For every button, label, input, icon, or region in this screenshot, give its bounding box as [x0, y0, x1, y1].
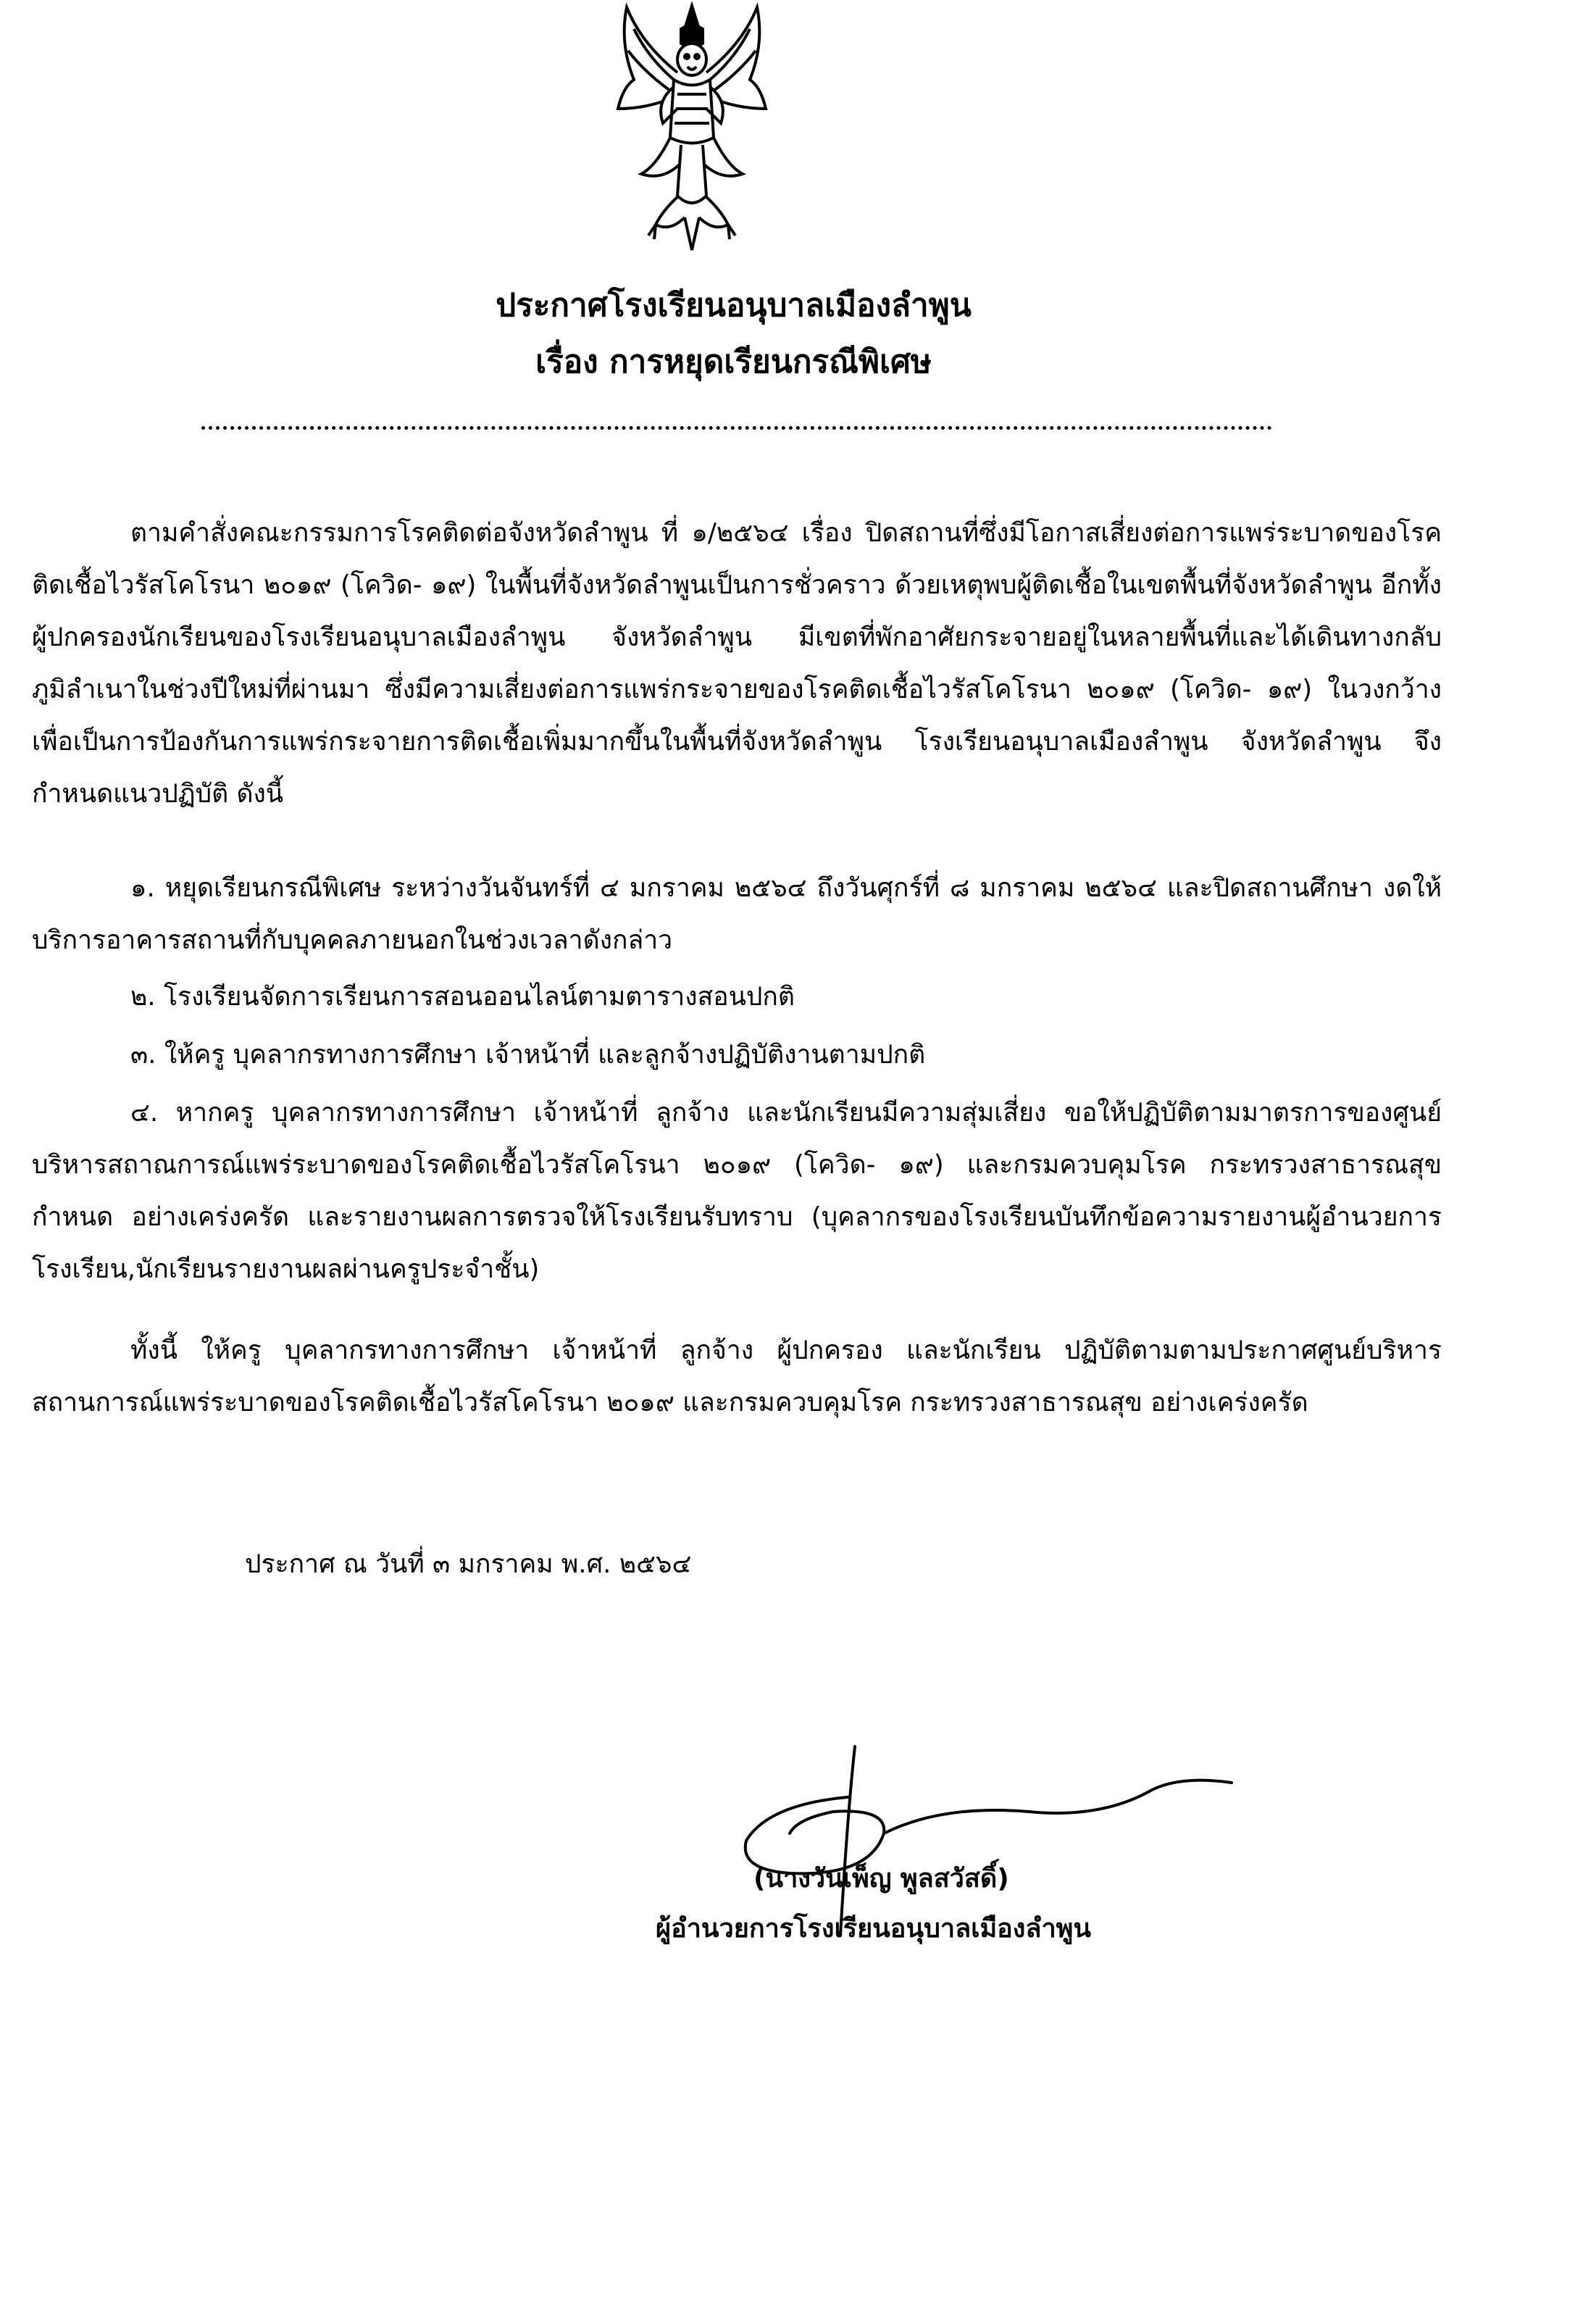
- list-item-1: ๑. หยุดเรียนกรณีพิเศษ ระหว่างวันจันทร์ที่ ๔ มกราคม ๒๕๖๔ ถึงวันศุกร์ที่ ๘ มกราคม ๒๕๖๔ และปิดสถานศึกษา งดให้บริการอาคารสถานที่กับบุคคลภายนอกในช่วงเวลาดังกล่าว: [32, 873, 1442, 955]
- garuda-emblem-icon: [612, 0, 772, 261]
- list-item-4: ๔. หากครู บุคลากรทางการศึกษา เจ้าหน้าที่ ลูกจ้าง และนักเรียนมีความสุ่มเสี่ยง ขอให้ปฏิบัติตามมาตรการของศูนย์บริหารสถาณการณ์แพร่ระบาดของโรคติดเชื้อไวรัสโคโรนา ๒๐๑๙ (โควิด- ๑๙) และกรมควบคุมโรค กระทรวงสาธารณสุข กำหนด อย่างเคร่งครัด และรายงานผลการตรวจให้โรงเรียนรับทราบ (บุคลากรของโรงเรียนบันทึกข้อความรายงานผู้อำนวยการโรงเรียน,นักเรียนรายงานผลผ่านครูประจำชั้น): [32, 1098, 1442, 1284]
- list-item-3: ๓. ให้ครู บุคลากรทางการศึกษา เจ้าหน้าที่ และลูกจ้างปฏิบัติงานตามปกติ: [130, 1040, 926, 1070]
- list-item-2: ๒. โรงเรียนจัดการเรียนการสอนออนไลน์ตามตารางสอนปกติ: [130, 982, 795, 1012]
- signer-name: (นางวันเพ็ญ พูลสวัสดิ์): [753, 1864, 1009, 1894]
- announcement-title: ประกาศโรงเรียนอนุบาลเมืองลำพูน: [496, 287, 972, 324]
- signer-position: ผู้อำนวยการโรงเรียนอนุบาลเมืองลำพูน: [656, 1914, 1091, 1944]
- announcement-subject: เรื่อง การหยุดเรียนกรณีพิเศษ: [535, 343, 932, 380]
- body-paragraph-2: ทั้งนี้ ให้ครู บุคลากรทางการศึกษา เจ้าหน้าที่ ลูกจ้าง ผู้ปกครอง และนักเรียน ปฏิบัติตามตามประกาศศูนย์บริหารสถานการณ์แพร่ระบาดของโรคติดเชื้อไวรัสโคโรนา ๒๐๑๙ และกรมควบคุมโรค กระทรวงสาธารณสุข อย่างเคร่งครัด: [32, 1336, 1442, 1417]
- announcement-date: ประกาศ ณ วันที่ ๓ มกราคม พ.ศ. ๒๕๖๔: [245, 1549, 692, 1579]
- dotted-divider: [201, 419, 1272, 430]
- body-paragraph-1: ตามคำสั่งคณะกรรมการโรคติดต่อจังหวัดลำพูน ที่ ๑/๒๕๖๔ เรื่อง ปิดสถานที่ซึ่งมีโอกาสเสี่ยงต่อการแพร่ระบาดของโรคติดเชื้อไวรัสโคโรนา ๒๐๑๙ (โควิด- ๑๙) ในพื้นที่จังหวัดลำพูนเป็นการชั่วคราว ด้วยเหตุพบผู้ติดเชื้อในเขตพื้นที่จังหวัดลำพูน อีกทั้งผู้ปกครองนักเรียนของโรงเรียนอนุบาลเมืองลำพูน จังหวัดลำพูน มีเขตที่พักอาศัยกระจายอยู่ในหลายพื้นที่และได้เดินทางกลับภูมิลำเนาในช่วงปีใหม่ที่ผ่านมา ซึ่งมีความเสี่ยงต่อการแพร่กระจายของโรคติดเชื้อไวรัสโคโรนา ๒๐๑๙ (โควิด- ๑๙) ในวงกว้าง เพื่อเป็นการป้องกันการแพร่กระจายการติดเชื้อเพิ่มมากขึ้นในพื้นที่จังหวัดลำพูน โรงเรียนอนุบาลเมืองลำพูน จังหวัดลำพูน จึงกำหนดแนวปฏิบัติ ดังนี้: [32, 518, 1442, 809]
